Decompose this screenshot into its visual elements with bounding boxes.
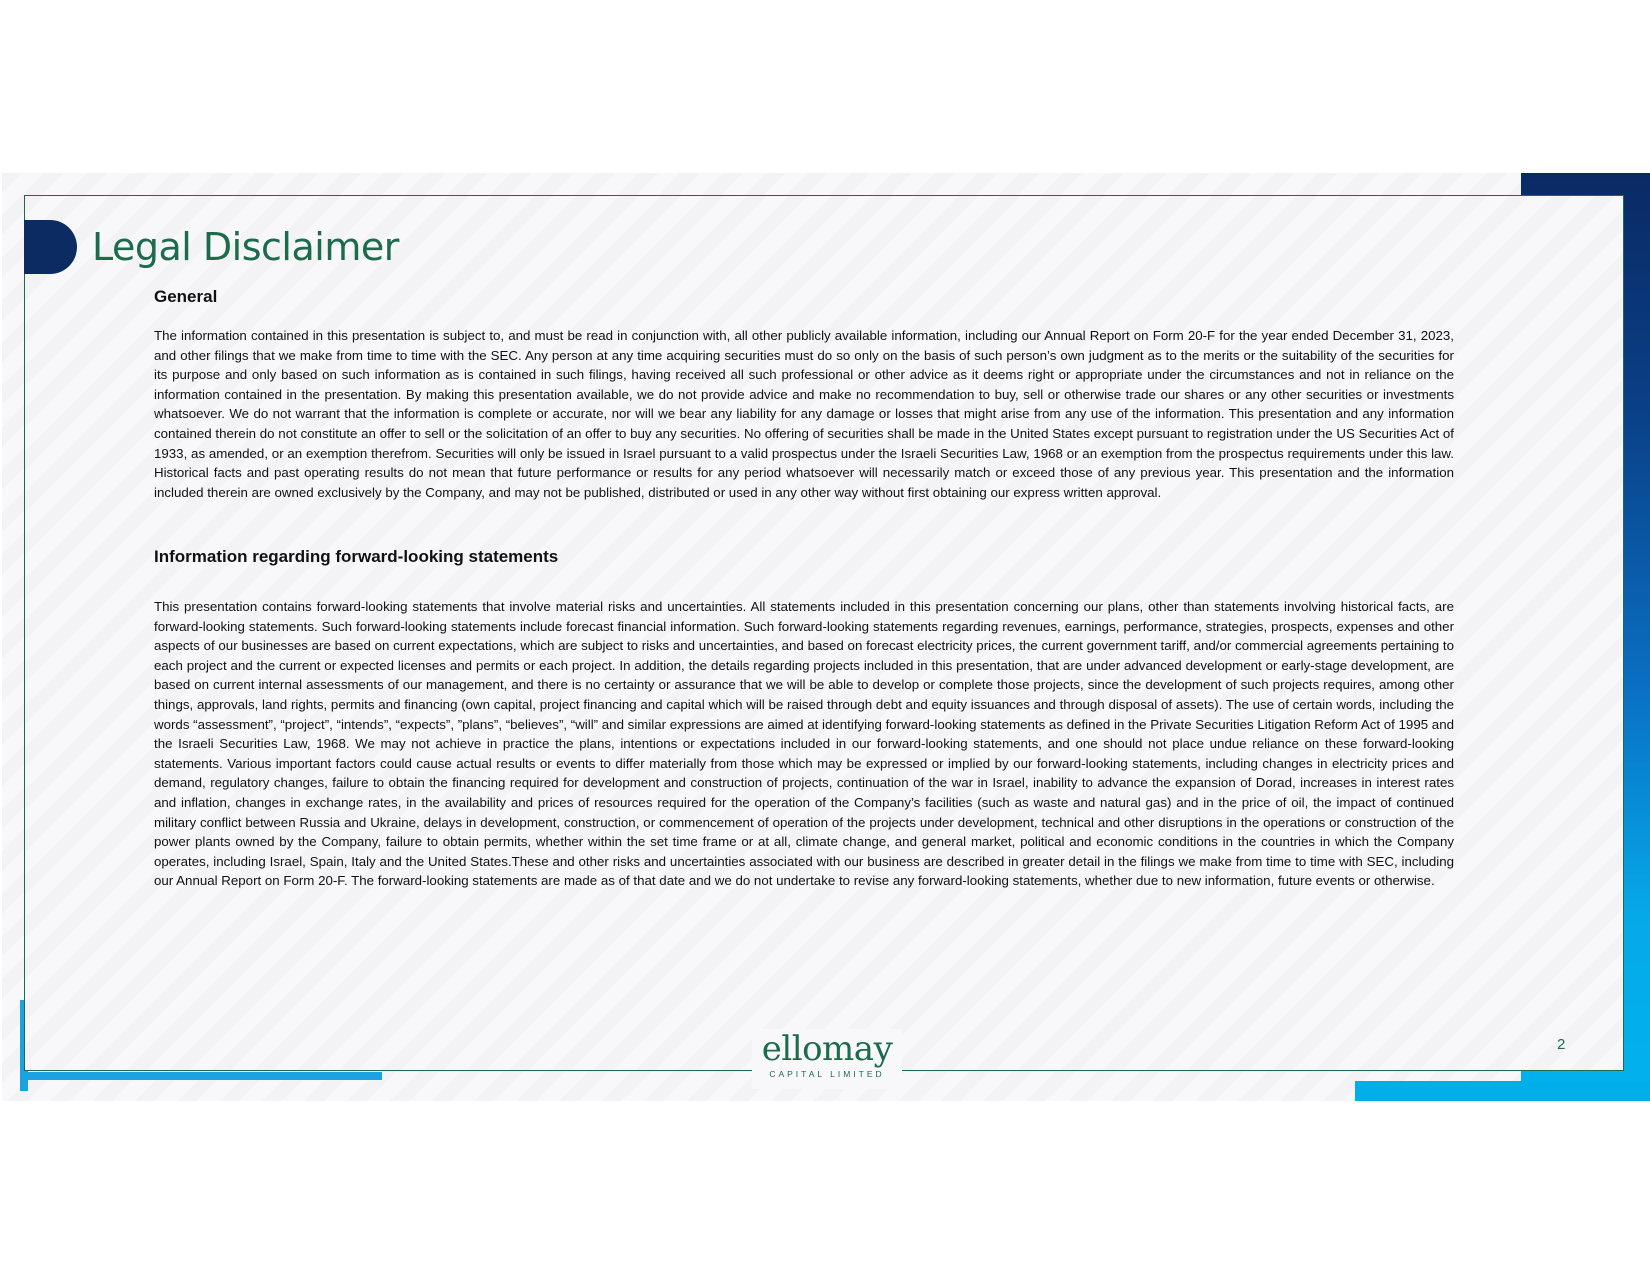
section-heading-general: General — [154, 287, 218, 306]
company-logo — [752, 1029, 902, 1089]
title-tab-marker — [24, 220, 77, 274]
section-heading-forward-looking: Information regarding forward-looking statements — [154, 547, 559, 566]
logo-subtext: CAPITAL LIMITED — [769, 1069, 885, 1079]
section-text-forward-looking: This presentation contains forward-looking statements that involve material risks and uncertainties. All statements included in this presentation concerning our plans, other than statements involving historical facts, are forward-looking statements. Such forward-looking statements include forecast financial information. Such forward-looking statements regarding revenues, earnings, performance, strategies, prospects, expenses and other aspects of our businesses are based on current expectations, which are subject to risks and uncertainties, and based on forecast electricity prices, the current government tariff, and/or commercial agreements pertaining to each project and the current or expected licenses and permits or each project. In addition, the details regarding projects included in this presentation, that are under advanced development or early-stage development, are based on current internal assessments of our management, and there is no certainty or assurance that we will be able to develop or complete those projects, since the development of such projects requires, among other things, approvals, land rights, permits and financing (own capital, project financing and capital which will be raised through debt and equity issuances and through disposal of assets). The use of certain words, including the words “assessment”, “project”, “intends”, “expects”, ”plans”, “believes”, “will” and similar expressions are aimed at identifying forward-looking statements as defined in the Private Securities Litigation Reform Act of 1995 and the Israeli Securities Law, 1968. We may not achieve in practice the plans, intentions or expectations included in our forward-looking statements, and one should not place undue reliance on these forward-looking statements. Various important factors could cause actual results or events to differ materially from those which may be expressed or implied by our forward-looking statements, including changes in electricity prices and demand, regulatory changes, failure to obtain the financing required for development and construction of projects, continuation of the war in Israel, inability to advance the expansion of Dorad, increases in interest rates and inflation, changes in exchange rates, in the availability and prices of resources required for the operation of the Company’s facilities (such as waste and natural gas) and in the price of oil, the impact of continued military conflict between Russia and Ukraine, delays in development, construction, or commencement of operation of the projects under development, technical and other disruptions in the operations or construction of the power plants owned by the Company, failure to obtain permits, whether within the set time frame or at all, climate change, and general market, political and economic conditions in the countries in which the Company operates, including Israel, Spain, Italy and the United States.These and other risks and uncertainties associated with our business are described in greater detail in the filings we make from time to time with SEC, including our Annual Report on Form 20-F. The forward-looking statements are made as of that date and we do not undertake to revise any forward-looking statements, whether due to new information, future events or otherwise. — [154, 599, 1454, 889]
slide — [2, 173, 1650, 1101]
page-number: 2 — [1557, 1036, 1566, 1053]
corner-bar-bottom-right — [1355, 1081, 1650, 1101]
logo-wordmark: ellomay — [761, 1029, 893, 1069]
corner-bar-bottom-left-horizontal — [20, 1072, 382, 1080]
page-title: Legal Disclaimer — [92, 225, 399, 269]
section-text-general: The information contained in this presentation is subject to, and must be read in conjunction with, all other publicly available information, including our Annual Report on Form 20-F for the year ended December 31, 2023, and other filings that we make from time to time with the SEC. Any person at any time acquiring securities must do so only on the basis of such person’s own judgment as to the merits or the suitability of the securities for its purpose and only based on such information as is contained in such filings, having received all such professional or other advice as it deems right or appropriate under the circumstances and not in reliance on the information contained in the presentation. By making this presentation available, we do not provide advice and make no recommendation to buy, sell or otherwise trade our shares or any other securities or investments whatsoever. We do not warrant that the information is complete or accurate, nor will we bear any liability for any damage or losses that might arise from any use of the information. This presentation and any information contained therein do not constitute an offer to sell or the solicitation of an offer to buy any securities. No offering of securities shall be made in the United States except pursuant to registration under the US Securities Act of 1933, as amended, or an exemption therefrom. Securities will only be issued in Israel pursuant to a valid prospectus under the Israeli Securities Law, 1968 or an exemption from the prospectus requirements under this law. Historical facts and past operating results do not mean that future performance or results for any period whatsoever will necessarily match or exceed those of any previous year. This presentation and the information included therein are owned exclusively by the Company, and may not be published, distributed or used in any other way without first obtaining our express written approval. — [154, 328, 1454, 500]
